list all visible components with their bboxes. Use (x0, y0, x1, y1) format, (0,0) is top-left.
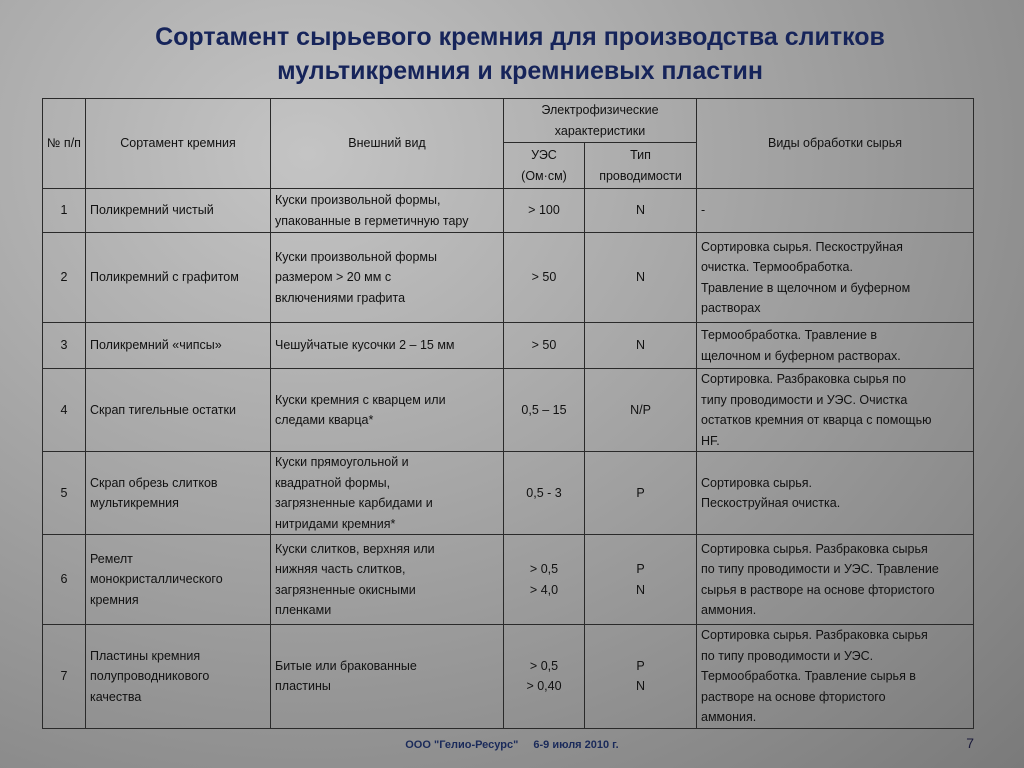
header-grade-label: Сортамент кремния (120, 136, 236, 151)
cell-processing-line: Пескоструйная очистка. (701, 496, 841, 510)
cell-appearance (271, 189, 504, 233)
header-grade (86, 99, 271, 189)
cell-type (585, 535, 697, 625)
cell-type-line: N (635, 582, 646, 597)
header-num (43, 99, 86, 189)
footer-company: ООО "Гелио-Ресурс" (405, 739, 519, 751)
cell-type-line: N (635, 679, 646, 694)
cell-ues (504, 452, 585, 535)
cell-grade-line: кремния (90, 592, 139, 607)
header-type (585, 143, 697, 189)
cell-appearance-line: нижняя часть слитков, (275, 562, 406, 576)
cell-processing-line: аммония. (701, 710, 757, 724)
cell-ues-line: > 4,0 (529, 582, 559, 597)
cell-processing-line: щелочном и буферном растворах. (701, 348, 901, 363)
cell-num-line: 1 (60, 203, 68, 218)
cell-ues-line: > 0,40 (526, 679, 562, 694)
cell-grade-line: Ремелт (90, 551, 133, 566)
cell-appearance-line: Чешуйчатые кусочки 2 – 15 мм (275, 338, 455, 353)
cell-ues-line: 0,5 - 3 (526, 485, 562, 500)
cell-num-line: 7 (60, 669, 68, 683)
cell-ues-line: > 0,5 (529, 658, 559, 673)
cell-processing (697, 189, 974, 233)
cell-processing-line: - (701, 203, 706, 218)
cell-processing-line: HF. (701, 433, 720, 448)
cell-grade-line: Скрап обрезь слитков (90, 475, 218, 490)
footer (0, 739, 1024, 751)
table-row (43, 369, 974, 452)
cell-grade (86, 323, 271, 369)
cell-type-line: P (636, 485, 645, 500)
cell-processing-line: по типу проводимости и УЭС. (701, 648, 874, 663)
cell-ues (504, 369, 585, 452)
cell-grade-line: качества (90, 689, 142, 704)
cell-ues (504, 535, 585, 625)
cell-processing (697, 625, 974, 729)
cell-type (585, 323, 697, 369)
cell-num (43, 452, 86, 535)
header-num-label: № п/п (47, 136, 81, 151)
cell-appearance-line: включениями графита (275, 290, 406, 305)
table-row (43, 233, 974, 323)
cell-num (43, 625, 86, 729)
cell-type (585, 625, 697, 729)
cell-num-line: 3 (60, 338, 68, 353)
cell-appearance-line: пленками (275, 603, 332, 617)
cell-num (43, 535, 86, 625)
cell-appearance-line: пластины (275, 679, 331, 694)
cell-type-line: N/P (630, 402, 651, 417)
slide-title (0, 20, 1024, 88)
cell-appearance-line: Битые или бракованные (275, 658, 417, 673)
cell-processing-line: Термообработка. Травление в (701, 328, 878, 342)
cell-appearance-line: следами кварца* (275, 413, 374, 427)
cell-processing-line: аммония. (701, 603, 757, 617)
cell-appearance-line: загрязненные окисными (275, 582, 416, 597)
cell-type-line: N (635, 270, 646, 285)
cell-processing-line: Сортировка сырья. Разбраковка сырья (701, 628, 928, 642)
cell-appearance-line: нитридами кремния* (275, 516, 396, 531)
cell-processing-line: Сортировка сырья. (701, 475, 813, 490)
cell-ues (504, 233, 585, 323)
cell-grade-line: Поликремний чистый (90, 203, 214, 218)
header-type-label: Тип проводимости (599, 148, 682, 183)
table-header-row (43, 99, 974, 143)
cell-ues (504, 625, 585, 729)
cell-ues-line: > 0,5 (529, 562, 559, 576)
header-electro-label: Электрофизические характеристики (541, 103, 659, 138)
cell-appearance (271, 323, 504, 369)
cell-grade-line: Скрап тигельные остатки (90, 402, 236, 417)
cell-processing-line: растворах (701, 301, 761, 315)
cell-grade (86, 369, 271, 452)
cell-processing-line: Сортировка сырья. Пескоструйная (701, 239, 903, 254)
cell-grade (86, 625, 271, 729)
cell-processing-line: остатков кремния от кварца с помощью (701, 413, 932, 427)
cell-grade (86, 452, 271, 535)
slide-title-line-2: мультикремния и кремниевых пластин (277, 57, 763, 85)
header-processing (697, 99, 974, 189)
cell-processing-line: по типу проводимости и УЭС. Травление (701, 562, 939, 576)
cell-appearance-line: Куски кремния с кварцем или (275, 392, 446, 407)
cell-grade (86, 535, 271, 625)
cell-appearance-line: размером > 20 мм с (275, 270, 392, 285)
cell-num (43, 369, 86, 452)
header-electro (504, 99, 697, 143)
cell-type (585, 452, 697, 535)
cell-processing (697, 369, 974, 452)
cell-num (43, 323, 86, 369)
cell-processing-line: Сортировка сырья. Разбраковка сырья (701, 541, 928, 556)
header-processing-label: Виды обработки сырья (767, 136, 903, 151)
cell-num-line: 2 (60, 270, 68, 285)
cell-grade (86, 233, 271, 323)
table-body (43, 189, 974, 729)
cell-appearance-line: квадратной формы, (275, 475, 391, 490)
cell-processing (697, 233, 974, 323)
cell-grade-line: полупроводникового (90, 669, 210, 683)
header-appearance (271, 99, 504, 189)
cell-ues-line: > 100 (528, 203, 560, 218)
cell-grade-line: Поликремний «чипсы» (90, 338, 222, 353)
cell-processing-line: Травление в щелочном и буферном (701, 280, 911, 295)
cell-appearance (271, 233, 504, 323)
cell-num (43, 189, 86, 233)
cell-num-line: 5 (60, 485, 68, 500)
header-appearance-label: Внешний вид (348, 136, 426, 151)
cell-type-line: P (636, 658, 645, 673)
cell-ues (504, 323, 585, 369)
footer-date: 6-9 июля 2010 г. (533, 739, 619, 751)
cell-grade (86, 189, 271, 233)
cell-processing (697, 535, 974, 625)
cell-appearance-line: Куски слитков, верхняя или (275, 541, 435, 556)
cell-grade-line: мультикремния (90, 496, 179, 510)
cell-grade-line: монокристаллического (90, 572, 223, 587)
cell-processing-line: Сортировка. Разбраковка сырья по (701, 372, 906, 386)
table-row (43, 535, 974, 625)
cell-processing-line: Термообработка. Травление сырья в (701, 669, 916, 683)
cell-processing-line: растворе на основе фтористого (701, 689, 886, 704)
cell-grade-line: Пластины кремния (90, 648, 201, 663)
cell-appearance-line: Куски произвольной формы, (275, 193, 441, 207)
cell-processing-line: типу проводимости и УЭС. Очистка (701, 392, 908, 407)
silicon-grades-table (42, 98, 974, 729)
cell-type-line: N (635, 203, 646, 218)
table-row (43, 323, 974, 369)
cell-ues-line: > 50 (531, 338, 557, 353)
cell-type-line: P (636, 562, 645, 576)
table-row (43, 189, 974, 233)
page-number: 7 (966, 735, 974, 751)
header-ues-label: УЭС (Ом·см) (521, 148, 567, 183)
cell-num-line: 4 (60, 402, 68, 417)
cell-appearance-line: упакованные в герметичную тару (275, 213, 469, 228)
cell-appearance (271, 625, 504, 729)
cell-ues-line: 0,5 – 15 (521, 402, 567, 417)
cell-appearance-line: загрязненные карбидами и (275, 496, 433, 510)
cell-processing (697, 323, 974, 369)
cell-grade-line: Поликремний с графитом (90, 270, 239, 285)
table-row (43, 625, 974, 729)
cell-processing-line: сырья в растворе на основе фтористого (701, 582, 935, 597)
cell-num-line: 6 (60, 572, 68, 587)
slide-title-line-1: Сортамент сырьевого кремния для производства слитков (155, 23, 885, 51)
cell-appearance-line: Куски прямоугольной и (275, 455, 409, 469)
header-ues (504, 143, 585, 189)
cell-num (43, 233, 86, 323)
cell-appearance (271, 369, 504, 452)
cell-appearance (271, 452, 504, 535)
cell-type-line: N (635, 338, 646, 353)
cell-type (585, 233, 697, 323)
cell-processing-line: очистка. Термообработка. (701, 260, 853, 274)
cell-type (585, 189, 697, 233)
cell-ues (504, 189, 585, 233)
cell-appearance-line: Куски произвольной формы (275, 249, 438, 264)
cell-type (585, 369, 697, 452)
cell-ues-line: > 50 (531, 270, 557, 285)
cell-appearance (271, 535, 504, 625)
table-row (43, 452, 974, 535)
cell-processing (697, 452, 974, 535)
